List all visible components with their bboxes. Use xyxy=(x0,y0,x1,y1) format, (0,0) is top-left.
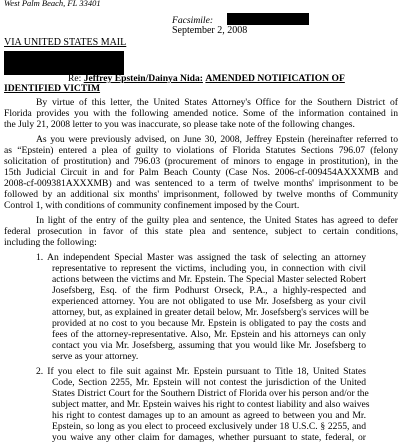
letterhead-address: West Palm Beach, FL 33401 xyxy=(4,0,101,8)
re-names: Jeffrey Epstein/Dainya Nida: xyxy=(83,73,203,84)
re-line xyxy=(68,73,345,84)
list-item-line: fees of the attorney-representative. Also, Mr. Epstein and his attorneys can only xyxy=(52,329,366,340)
list-item-line: Code, Section 2255, Mr. Epstein will not contest the jurisdiction of the United xyxy=(52,377,366,388)
list-item-line: States District Court for the Southern District of Florida over his person and/or the xyxy=(52,388,369,399)
delivery-method: VIA UNITED STATES MAIL xyxy=(4,37,127,48)
list-item-line: attorney, but, as explained in greater detail below, Mr. Josefsberg's services will be xyxy=(52,307,369,318)
list-item-line: Josefsberg, Esq. of the firm Podhurst Orseck, P.A., a highly-respected and xyxy=(52,285,366,296)
body-line: as “Epstein) entered a plea of guilty to violations of Florida Statutes Sections 796.07 (felony xyxy=(4,145,398,156)
list-item-line: contact you via Mr. Josefsberg, assuming that you would like Mr. Josefsberg to xyxy=(52,340,366,351)
body-line: federal prosecution in favor of this state plea and sentence, subject to certain conditions, xyxy=(4,226,398,237)
body-line: followed by an additional six months' imprisonment, followed by twelve months of Community xyxy=(4,189,398,200)
body-line: the July 21, 2008 letter to you was inaccurate, so please take note of the following changes. xyxy=(4,119,355,130)
list-item-line: 1. An independent Special Master was assigned the task of selecting an attorney xyxy=(36,252,366,263)
letter-date: September 2, 2008 xyxy=(172,25,248,36)
body-line: By virtue of this letter, the United States Attorney's Office for the Southern District of xyxy=(36,97,398,108)
body-line: 15th Judicial Circuit in and for Palm Beach County (Case Nos. 2006-cf-009454AXXXMB and xyxy=(4,167,398,178)
re-subject: AMENDED NOTIFICATION OF xyxy=(205,73,345,84)
list-item-line: you waive any other claim for damages, whether pursuant to state, federal, or xyxy=(52,432,366,443)
list-item-line: subject matter, and Mr. Epstein waives his right to contest liability and also waives xyxy=(52,399,370,410)
facsimile-label: Facsimile: xyxy=(172,15,214,26)
facsimile-redaction xyxy=(227,13,309,25)
list-item-line: actions between the victims and Mr. Epstein. The Special Master selected Robert xyxy=(52,274,366,285)
body-line: As you were previously advised, on June 30, 2008, Jeffrey Epstein (hereinafter referred to xyxy=(36,134,398,145)
recipient-redaction-1 xyxy=(4,51,124,63)
body-line: solicitation of prostitution) and 796.03 (procurement of minors to engage in prostitution), in the xyxy=(4,156,398,167)
body-line: Florida provides you with the following amended notice. Some of the information contained in xyxy=(4,108,398,119)
list-item-line: provided at no cost to you because Mr. Epstein is obligated to pay the costs and xyxy=(52,318,366,329)
re-prefix: Re: xyxy=(68,73,82,84)
body-line: Control 1, with conditions of community confinement imposed by the Court. xyxy=(4,200,300,211)
list-item-line: representative to represent the victims, including you, in connection with civil xyxy=(52,263,366,274)
body-line: including the following: xyxy=(4,237,97,248)
body-line: In light of the entry of the guilty plea and sentence, the United States has agreed to defer xyxy=(36,215,398,226)
list-item-line: serve as your attorney. xyxy=(52,351,139,362)
list-item-line: 2. If you elect to file suit against Mr. Epstein pursuant to Title 18, United States xyxy=(36,366,366,377)
list-item-line: his right to contest damages up to an amount as agreed to between you and Mr. xyxy=(52,410,366,421)
list-item-line: Epstein, so long as you elect to proceed exclusively under 18 U.S.C. § 2255, and xyxy=(52,421,366,432)
list-item-line: experienced attorney. You are not obligated to use Mr. Josefsberg as your civil xyxy=(52,296,366,307)
body-line: 2008-cf-009381AXXXMB) and was sentenced to a term of twelve months' imprisonment to be xyxy=(4,178,398,189)
re-subject-continued: IDENTIFIED VICTIM xyxy=(4,83,101,94)
